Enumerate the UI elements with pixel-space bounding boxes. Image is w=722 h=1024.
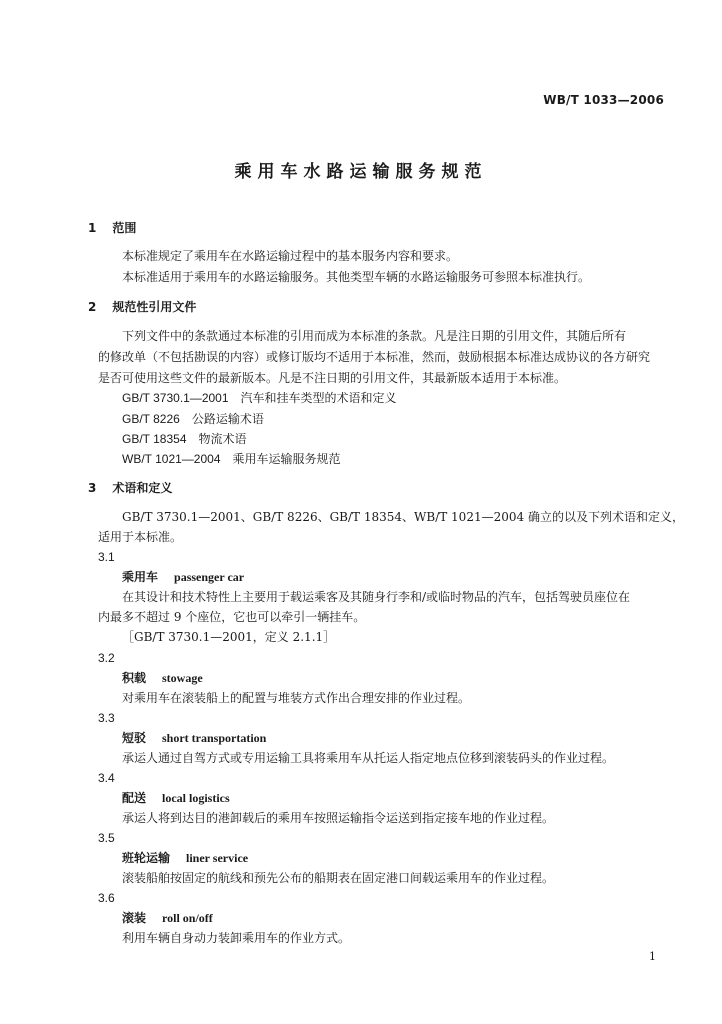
term-chinese: 配送: [122, 791, 147, 805]
reference-code: GB/T 18354: [122, 432, 187, 446]
term-heading: [122, 732, 266, 744]
page-number: 1: [649, 950, 656, 963]
term-number: 3.4: [98, 771, 115, 785]
term-english: stowage: [162, 671, 203, 685]
term-definition-citation: ［GB/T 3730.1—2001，定义 2.1.1］: [122, 630, 336, 644]
reference-code: WB/T 1021—2004: [122, 452, 221, 466]
reference-code: GB/T 3730.1—2001: [122, 391, 229, 405]
term-definition-line-1: 对乘用车在滚装船上的配置与堆装方式作出合理安排的作业过程。: [122, 691, 471, 705]
term-english: local logistics: [162, 791, 230, 805]
reference-title: 公路运输术语: [191, 412, 264, 426]
term-definition-line-1: 承运人将到达目的港卸载后的乘用车按照运输指令运送到指定接车地的作业过程。: [122, 811, 555, 825]
section-1-number: 1: [88, 221, 97, 235]
term-heading: [122, 672, 203, 684]
term-number: 3.6: [98, 891, 115, 905]
section-3-title: 术语和定义: [112, 481, 173, 495]
term-definition-line-2: 内最多不超过 9 个座位，它也可以牵引一辆挂车。: [98, 610, 366, 624]
term-chinese: 积载: [122, 671, 147, 685]
term-number: 3.2: [98, 651, 115, 665]
term-chinese: 班轮运输: [122, 851, 171, 865]
section-3-number: 3: [88, 481, 97, 495]
term-definition-line-1: 利用车辆自身动力装卸乘用车的作业方式。: [122, 931, 351, 945]
section-1-paragraph-1: 本标准规定了乘用车在水路运输过程中的基本服务内容和要求。: [122, 249, 459, 263]
reference-item: [122, 392, 397, 404]
section-2-title: 规范性引用文件: [112, 300, 197, 314]
reference-item: [122, 433, 247, 445]
reference-title: 汽车和挂车类型的术语和定义: [240, 391, 397, 405]
section-2-paragraph-line-3: 是否可使用这些文件的最新版本。凡是不注日期的引用文件，其最新版本适用于本标准。: [98, 371, 567, 385]
reference-code: GB/T 8226: [122, 412, 180, 426]
term-heading: [122, 912, 213, 924]
section-3-heading: [88, 482, 172, 494]
term-number: 3.5: [98, 831, 115, 845]
term-heading: [122, 571, 244, 583]
section-2-paragraph-line-2: 的修改单（不包括勘误的内容）或修订版均不适用于本标准，然而，鼓励根据本标准达成协议的各方研究: [98, 350, 651, 364]
term-english: roll on/off: [162, 911, 213, 925]
term-number: 3.1: [98, 550, 115, 564]
section-3-intro-line-2: 适用于本标准。: [98, 530, 183, 544]
document-title: 乘用车水路运输服务规范: [234, 162, 488, 182]
term-english: short transportation: [162, 731, 267, 745]
term-english: passenger car: [174, 570, 245, 584]
term-heading: [122, 792, 230, 804]
reference-title: 物流术语: [198, 432, 247, 446]
term-heading: [122, 852, 248, 864]
section-2-paragraph-line-1: 下列文件中的条款通过本标准的引用而成为本标准的条款。凡是注日期的引用文件，其随后所有: [122, 329, 627, 343]
term-number: 3.3: [98, 711, 115, 725]
term-definition-line-1: 滚装船舶按固定的航线和预先公布的船期表在固定港口间载运乘用车的作业过程。: [122, 871, 555, 885]
term-english: liner service: [186, 851, 249, 865]
section-1-title: 范围: [112, 221, 137, 235]
standard-number: WB/T 1033—2006: [543, 93, 664, 107]
section-2-heading: [88, 301, 196, 313]
section-2-number: 2: [88, 300, 97, 314]
term-chinese: 短驳: [122, 731, 147, 745]
reference-title: 乘用车运输服务规范: [232, 452, 341, 466]
section-3-intro-line-1: GB/T 3730.1—2001、GB/T 8226、GB/T 18354、WB/T 1021—2004 确立的以及下列术语和定义，: [122, 510, 684, 524]
term-chinese: 滚装: [122, 911, 147, 925]
section-1-heading: [88, 222, 136, 234]
reference-item: [122, 453, 341, 465]
term-definition-line-1: 在其设计和技术特性上主要用于载运乘客及其随身行李和/或临时物品的汽车，包括驾驶员座位在: [122, 590, 631, 604]
section-1-paragraph-2: 本标准适用于乘用车的水路运输服务。其他类型车辆的水路运输服务可参照本标准执行。: [122, 270, 591, 284]
term-definition-line-1: 承运人通过自驾方式或专用运输工具将乘用车从托运人指定地点位移到滚装码头的作业过程。: [122, 751, 615, 765]
term-chinese: 乘用车: [122, 570, 159, 584]
reference-item: [122, 413, 264, 425]
